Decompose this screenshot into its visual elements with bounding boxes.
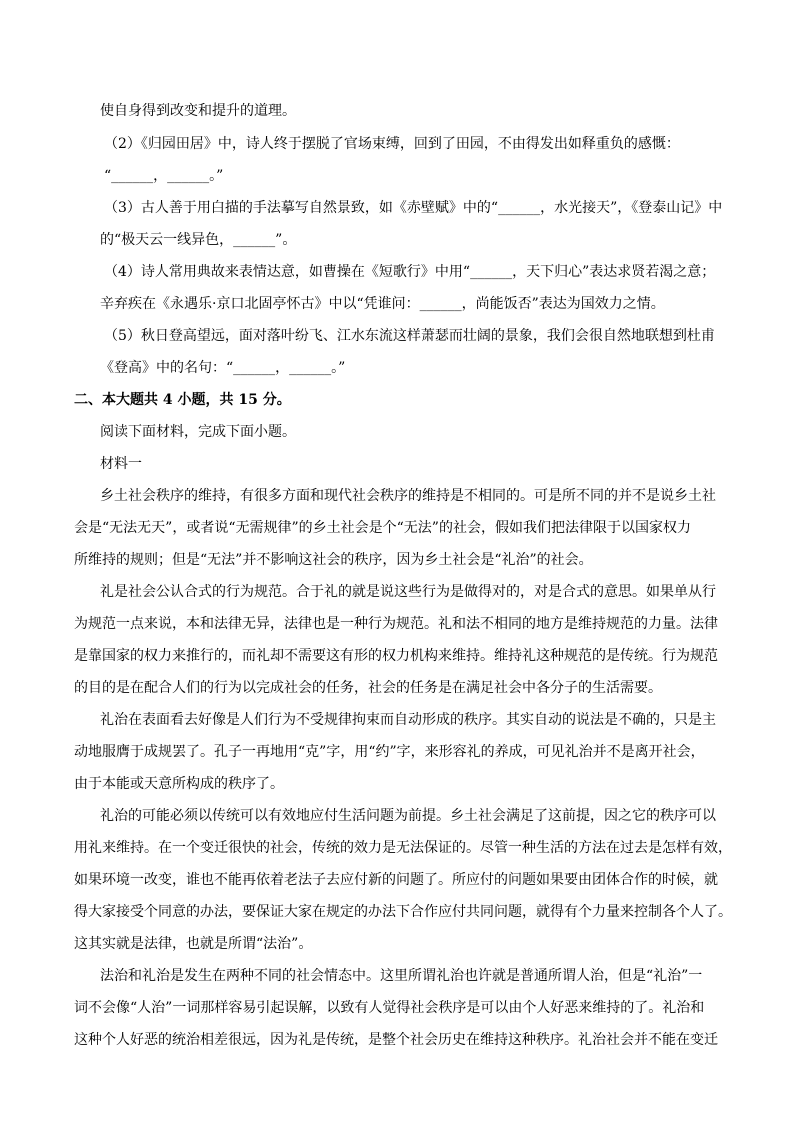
paragraph-2-line-3: 是靠国家的权力来推行的，而礼却不需要这有形的权力机构来维持。维持礼这种规范的是传统。行为规范	[74, 648, 718, 664]
paragraph-5-line-3: 这种个人好恶的统治相差很远，因为礼是传统，是整个社会历史在维持这种秩序。礼治社会并不能在变迁	[74, 1032, 718, 1048]
question-3-line-1: （3）古人善于用白描的手法摹写自然景致，如《赤壁赋》中的“______，水光接天”，《登泰山记》中	[104, 200, 723, 216]
paragraph-4-line-4: 得大家接受个同意的办法，要保证大家在规定的办法下合作应付共同问题，就得有个力量来控制各个人了。	[74, 904, 732, 920]
paragraph-2-line-1: 礼是社会公认合式的行为规范。合于礼的就是说这些行为是做得对的，对是合式的意思。如果单从行	[100, 584, 716, 600]
paragraph-5-line-1: 法治和礼治是发生在两种不同的社会情态中。这里所谓礼治也许就是普通所谓人治，但是“礼治”一	[100, 968, 703, 984]
paragraph-1-line-2: 会是“无法无天”，或者说“无需规律”的乡土社会是个“无法”的社会，假如我们把法律限于以国家权力	[74, 520, 691, 536]
question-5-line-1: （5）秋日登高望远，面对落叶纷飞、江水东流这样萧瑟而壮阔的景象，我们会很自然地联想到杜甫	[104, 328, 715, 344]
paragraph-4-line-5: 这其实就是法律，也就是所谓“法治”。	[74, 936, 313, 952]
question-5-line-2: 《登高》中的名句：“______，______。”	[100, 360, 346, 376]
paragraph-3-line-2: 动地服膺于成规罢了。孔子一再地用“克”字，用“约”字，来形容礼的养成，可见礼治并不是离开社会，	[74, 744, 705, 760]
paragraph-3-line-1: 礼治在表面看去好像是人们行为不受规律拘束而自动形成的秩序。其实自动的说法是不确的，只是主	[100, 712, 716, 728]
text-line: 使自身得到改变和提升的道理。	[100, 103, 296, 119]
paragraph-1-line-1: 乡土社会秩序的维持，有很多方面和现代社会秩序的维持是不相同的。可是所不同的并不是说乡土社	[100, 488, 716, 504]
instruction-text: 阅读下面材料，完成下面小题。	[100, 424, 296, 440]
question-2-line-1: （2）《归园田居》中，诗人终于摆脱了官场束缚，回到了田园，不由得发出如释重负的感慨：	[104, 136, 680, 152]
paragraph-4-line-2: 用礼来维持。在一个变迁很快的社会，传统的效力是无法保证的。尽管一种生活的方法在过去是怎样有效，	[74, 840, 732, 856]
section-heading: 二、本大题共 4 小题，共 15 分。	[74, 392, 291, 408]
paragraph-2-line-4: 的目的是在配合人们的行为以完成社会的任务，社会的任务是在满足社会中各分子的生活需要。	[74, 680, 662, 696]
material-label: 材料一	[100, 456, 142, 472]
paragraph-1-line-3: 所维持的规则；但是“无法”并不影响这社会的秩序，因为乡土社会是“礼治”的社会。	[74, 552, 593, 568]
paragraph-4-line-3: 如果环境一改变，谁也不能再依着老法子去应付新的问题了。所应付的问题如果要由团体合作的时候，就	[74, 872, 718, 888]
question-3-line-2: 的“极天云一线异色，______”。	[100, 232, 297, 248]
question-4-line-2: 辛弃疾在《永遇乐·京口北固亭怀古》中以“凭谁问：______，尚能饭否”表达为国效力之情。	[100, 296, 665, 312]
paragraph-5-line-2: 词不会像“人治”一词那样容易引起误解，以致有人觉得社会秩序是可以由个人好恶来维持的了。礼治和	[74, 1000, 705, 1016]
paragraph-4-line-1: 礼治的可能必须以传统可以有效地应付生活问题为前提。乡土社会满足了这前提，因之它的秩序可以	[100, 808, 716, 824]
question-4-line-1: （4）诗人常用典故来表情达意，如曹操在《短歌行》中用“______，天下归心”表达求贤若渴之意；	[104, 264, 716, 280]
paragraph-2-line-2: 为规范一点来说，本和法律无异，法律也是一种行为规范。礼和法不相同的地方是维持规范的力量。法律	[74, 616, 718, 632]
paragraph-3-line-3: 由于本能或天意所构成的秩序了。	[74, 776, 284, 792]
question-2-blank-line: “______，______。”	[104, 168, 224, 184]
